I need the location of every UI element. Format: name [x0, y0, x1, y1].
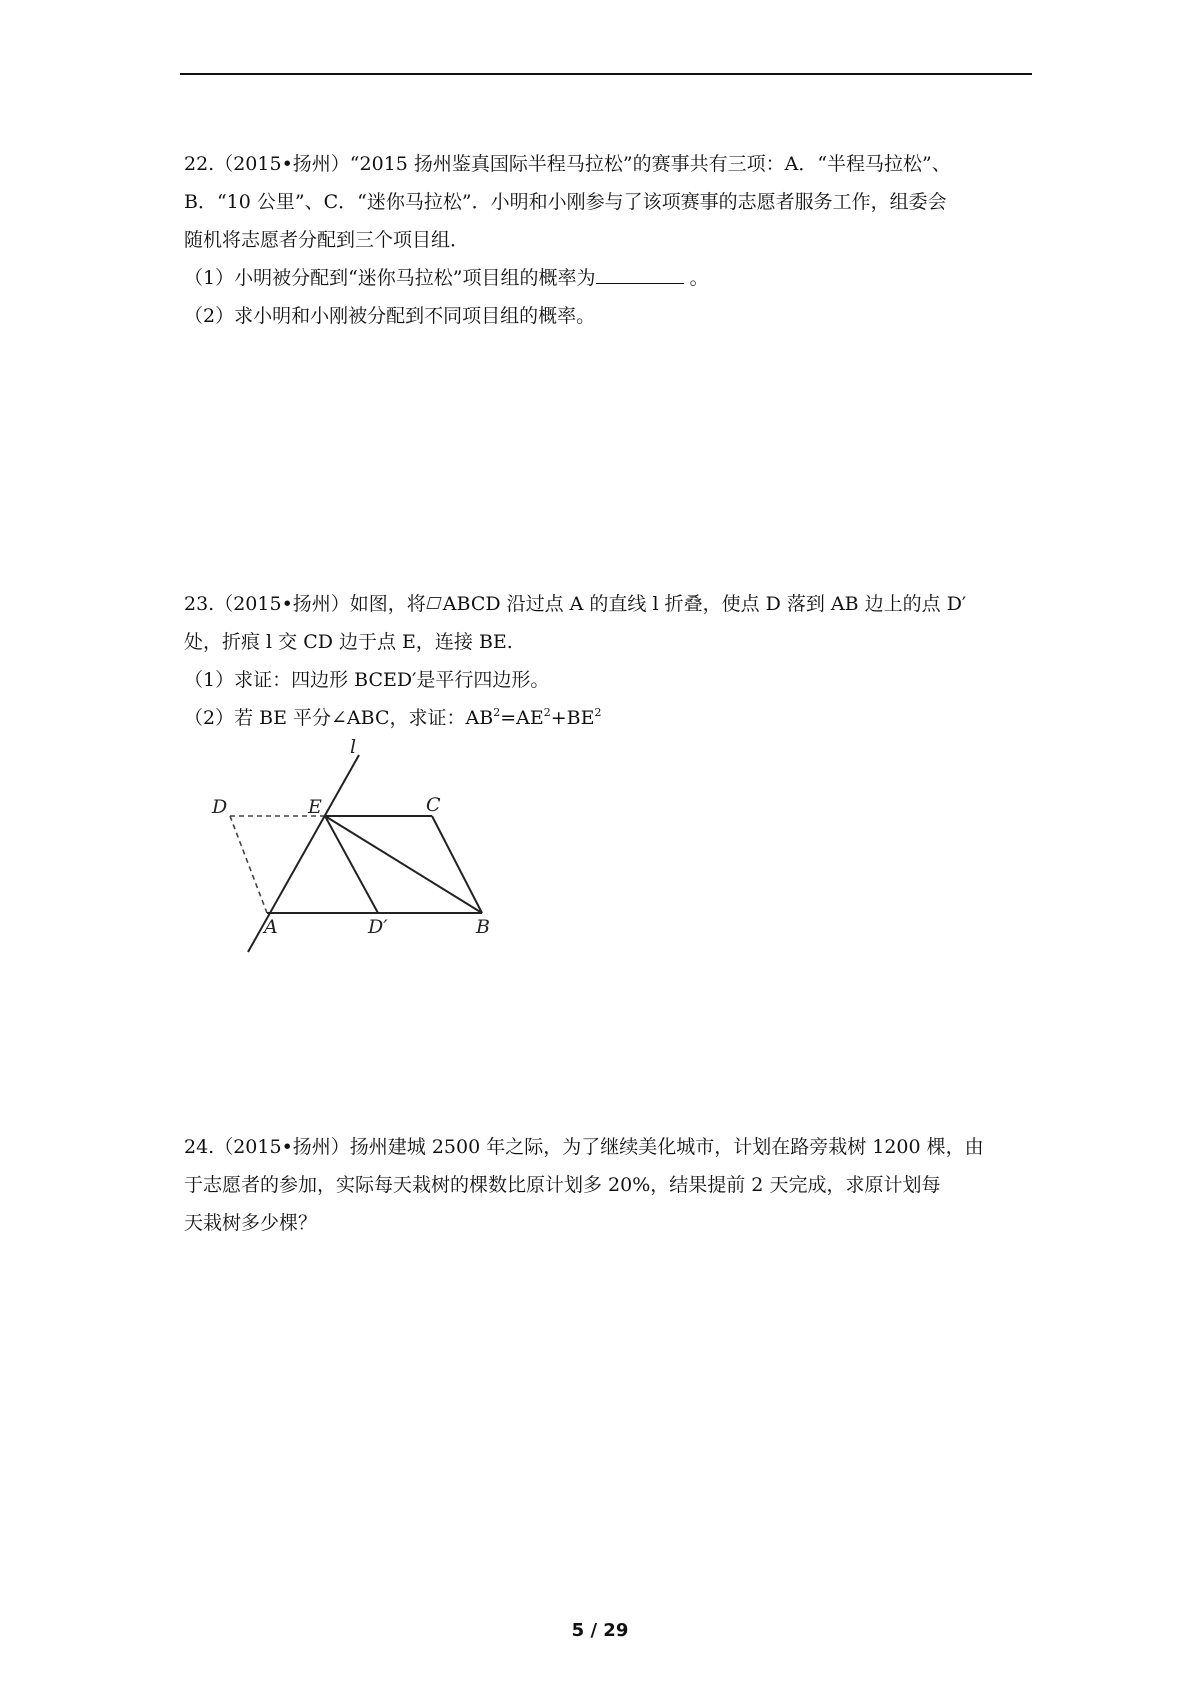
label-l: l [350, 736, 357, 758]
problem-24-line-2: 于志愿者的参加，实际每天栽树的棵数比原计划多 20%，结果提前 2 天完成，求原计划每 [184, 1174, 941, 1196]
problem-24-line-3: 天栽树多少棵？ [184, 1212, 318, 1234]
label-a: A [264, 916, 278, 938]
problem-23-line-1 [184, 585, 1024, 623]
label-b: B [476, 916, 490, 938]
problem-24 [184, 1128, 1024, 1242]
q2-part-b: =AE [500, 707, 544, 729]
problem-23-line-1-start: 23.（2015•扬州）如图，将 [184, 593, 426, 615]
problem-24-line-1: 24.（2015•扬州）扬州建城 2500 年之际，为了继续美化城市，计划在路旁栽树 1200 棵，由 [184, 1136, 984, 1158]
label-e: E [308, 796, 322, 818]
answer-blank [596, 263, 684, 284]
geometry-figure-svg [200, 735, 520, 965]
segment-ed-prime [325, 816, 378, 913]
q2-sup-1: 2 [493, 706, 501, 719]
problem-22-question-1 [184, 259, 1024, 297]
dashed-line-da [230, 816, 267, 913]
problem-22-line-3: 随机将志愿者分配到三个项目组． [184, 229, 470, 251]
problem-23-question-2 [184, 699, 1024, 737]
problem-23-line-2: 处，折痕 l 交 CD 边于点 E，连接 BE. [184, 631, 513, 653]
label-d: D [212, 796, 228, 818]
parallelogram-icon [426, 597, 441, 609]
problem-22-question-2: （2）求小明和小刚被分配到不同项目组的概率。 [184, 305, 596, 327]
header-rule [180, 73, 1032, 75]
geometry-figure [200, 735, 520, 965]
label-d-prime: D′ [368, 916, 388, 938]
problem-22 [184, 145, 1024, 335]
problem-23 [184, 585, 1024, 737]
question-1-end: 。 [683, 267, 709, 289]
segment-eb [325, 816, 482, 913]
problem-22-line-2: B．“10 公里”、C．“迷你马拉松”．小明和小刚参与了该项赛事的志愿者服务工作，组委会 [184, 191, 947, 213]
label-c: C [426, 794, 441, 816]
q2-part-a: （2）若 BE 平分∠ABC，求证：AB [184, 707, 494, 729]
problem-23-line-1-end: ABCD 沿过点 A 的直线 l 折叠，使点 D 落到 AB 边上的点 D′ [442, 593, 967, 615]
problem-22-line-1: 22.（2015•扬州）“2015 扬州鉴真国际半程马拉松”的赛事共有三项：A．“半程马拉松”、 [184, 153, 951, 175]
q2-sup-2: 2 [543, 706, 551, 719]
problem-23-question-1: （1）求证：四边形 BCED′是平行四边形。 [184, 669, 550, 691]
q2-part-c: +BE [550, 707, 595, 729]
question-1-text: （1）小明被分配到“迷你马拉松”项目组的概率为 [184, 267, 596, 289]
page-number: 5 / 29 [571, 1620, 629, 1641]
q2-sup-3: 2 [594, 706, 602, 719]
